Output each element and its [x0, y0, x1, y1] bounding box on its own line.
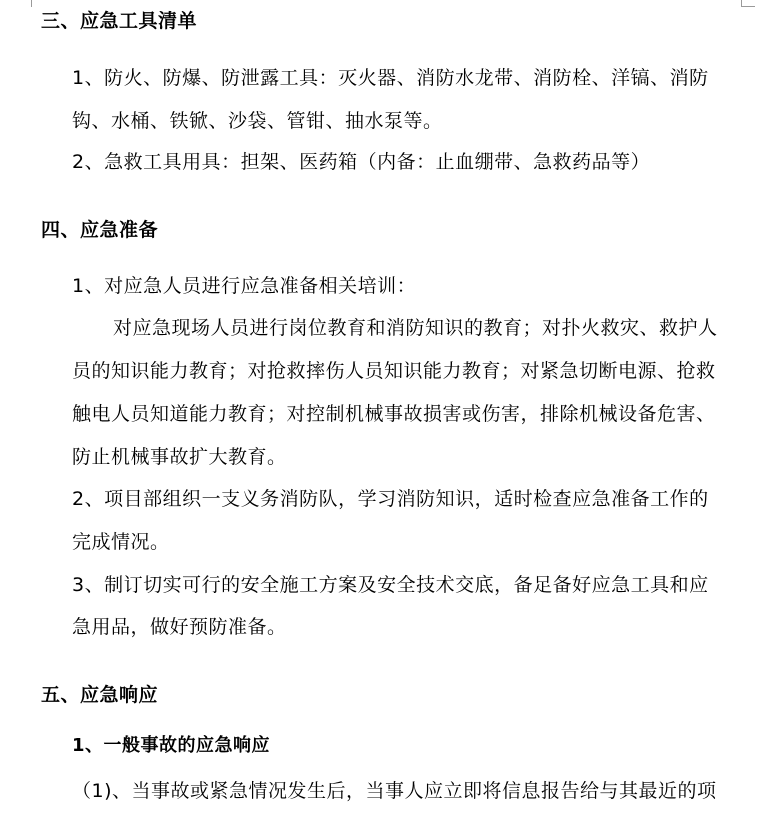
section-heading: 四、应急准备: [41, 219, 159, 241]
paragraph-line: 3、制订切实可行的安全施工方案及安全技术交底，备足备好应急工具和应: [72, 574, 709, 596]
paragraph-line: 2、项目部组织一支义务消防队，学习消防知识，适时检查应急准备工作的: [72, 488, 709, 510]
paragraph-line: （1)、当事故或紧急情况发生后，当事人应立即将信息报告给与其最近的项: [72, 780, 717, 802]
subsection-heading: 1、一般事故的应急响应: [72, 735, 271, 756]
paragraph-line: 1、防火、防爆、防泄露工具：灭火器、消防水龙带、消防栓、洋镐、消防: [72, 67, 709, 89]
section-heading: 五、应急响应: [41, 684, 159, 706]
paragraph-line: 完成情况。: [72, 531, 170, 553]
paragraph-line: 钩、水桶、铁锨、沙袋、管钳、抽水泵等。: [72, 110, 443, 132]
section-heading: 三、应急工具清单: [41, 10, 198, 32]
page-corner-mark: [741, 6, 755, 7]
page-corner-mark: [31, 0, 32, 7]
paragraph-line: 2、急救工具用具：担架、医药箱（内备：止血绷带、急救药品等）: [72, 151, 651, 173]
paragraph-line: 1、对应急人员进行应急准备相关培训：: [72, 275, 417, 297]
paragraph-line: 触电人员知道能力教育；对控制机械事故损害或伤害，排除机械设备危害、: [72, 403, 716, 425]
paragraph-line: 防止机械事故扩大教育。: [72, 446, 287, 468]
paragraph-line: 对应急现场人员进行岗位教育和消防知识的教育；对扑火救灾、救护人: [113, 317, 718, 339]
paragraph-line: 急用品，做好预防准备。: [72, 616, 287, 638]
paragraph-line: 员的知识能力教育；对抢救摔伤人员知识能力教育；对紧急切断电源、抢救: [72, 360, 716, 382]
